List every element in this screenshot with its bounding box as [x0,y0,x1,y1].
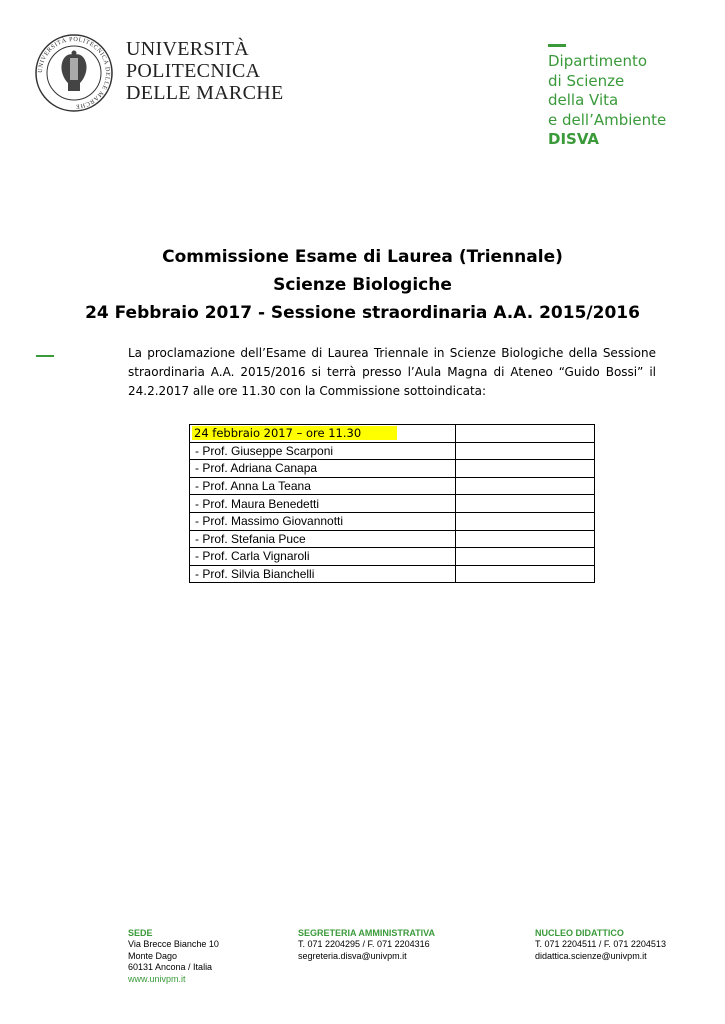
commission-table [189,424,595,583]
website-link[interactable]: www.univpm.it [128,973,186,984]
table-cell-empty [456,548,595,566]
university-name [126,38,283,104]
table-row [190,442,595,460]
department-line: di Scienze [548,71,625,90]
table-cell-empty [456,425,595,443]
department-line: Dipartimento [548,52,648,70]
session-date-highlight: 24 febbraio 2017 – ore 11.30 [192,426,397,440]
table-cell-empty [456,442,595,460]
table-cell-empty [456,495,595,513]
footer-line: T. 071 2204295 / F. 071 2204316 [298,939,430,950]
svg-text:UNIVERSITÀ POLITECNICA DELLE M: UNIVERSITÀ POLITECNICA DELLE MARCHE [36,35,112,111]
table-row [190,460,595,478]
footer-nucleo [535,928,666,962]
department-name [548,52,666,150]
footer-heading: NUCLEO DIDATTICO [535,928,624,938]
member-name: - Prof. Adriana Canapa [190,460,456,478]
table-cell-empty [456,530,595,548]
footer-line: Via Brecce Bianche 10 [128,939,219,950]
table-cell-empty [456,460,595,478]
member-name: - Prof. Stefania Puce [190,530,456,548]
member-name: - Prof. Anna La Teana [190,477,456,495]
footer-heading: SEGRETERIA AMMINISTRATIVA [298,928,435,938]
footer-line: Monte Dago [128,950,178,961]
footer-line: T. 071 2204511 / F. 071 2204513 [535,939,666,950]
title-line: Scienze Biologiche [273,275,452,295]
announcement-paragraph: La proclamazione dell’Esame di Laurea Triennale in Scienze Biologiche della Sessione straordinaria A.A. 2015/2016 si terrà presso l’Aula Magna di Ateneo “Guido Bossi” il 24.2.2017 alle ore 11.30 con la Commissione sottoindicata: [128,346,656,398]
university-name-line: POLITECNICA [126,60,261,82]
table-row [190,512,595,530]
footer-segreteria [298,928,435,962]
table-row [190,425,595,443]
table-row [190,495,595,513]
table-cell [190,425,456,443]
margin-accent-bar [36,355,54,357]
footer-line: 60131 Ancona / Italia [128,962,213,973]
table-cell-empty [456,512,595,530]
member-name: - Prof. Carla Vignaroli [190,548,456,566]
university-seal-logo [34,33,114,113]
table-row [190,530,595,548]
member-name: - Prof. Silvia Bianchelli [190,565,456,583]
table-row [190,565,595,583]
department-line: della Vita [548,91,619,109]
university-name-line: UNIVERSITÀ [126,38,249,60]
department-line: e dell’Ambiente [548,110,667,129]
footer-sede [128,928,219,985]
member-name: - Prof. Maura Benedetti [190,495,456,513]
table-cell-empty [456,565,595,583]
table-row [190,548,595,566]
table-cell-empty [456,477,595,495]
footer-email[interactable]: segreteria.disva@univpm.it [298,950,407,961]
footer-email[interactable]: didattica.scienze@univpm.it [535,950,647,961]
department-abbr: DISVA [548,130,600,148]
university-name-line: DELLE MARCHE [126,82,284,104]
document-title [0,243,725,327]
member-name: - Prof. Giuseppe Scarponi [190,442,456,460]
footer-heading: SEDE [128,928,153,938]
department-accent-bar [548,44,566,47]
member-name: - Prof. Massimo Giovannotti [190,512,456,530]
title-line: 24 Febbraio 2017 - Sessione straordinaria A.A. 2015/2016 [85,303,640,323]
title-line: Commissione Esame di Laurea (Triennale) [162,247,563,267]
table-row [190,477,595,495]
